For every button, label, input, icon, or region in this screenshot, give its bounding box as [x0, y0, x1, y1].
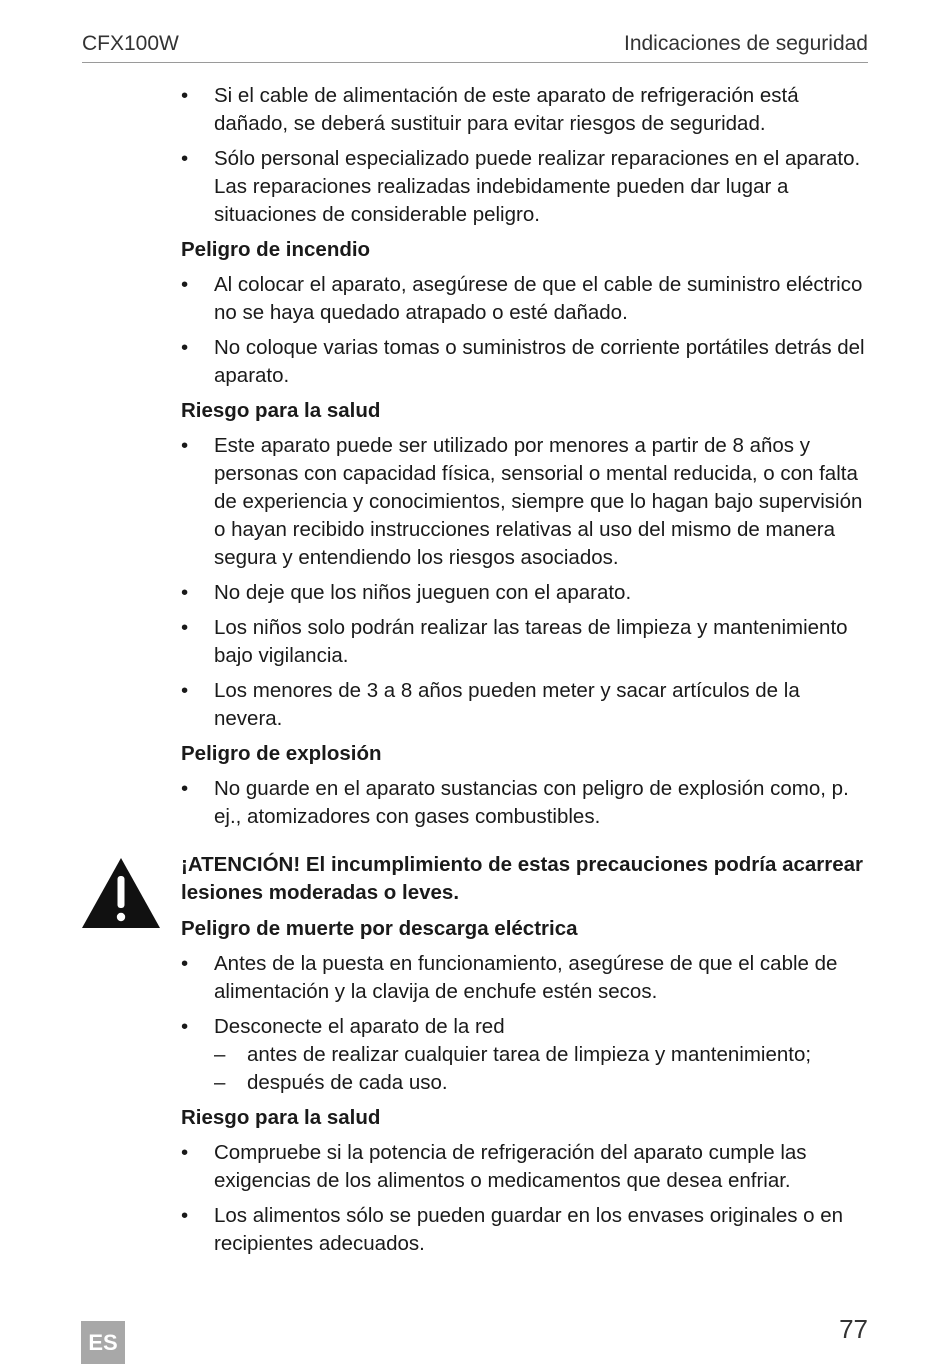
bullet-icon: • [181, 1141, 189, 1164]
section-heading-electric: Peligro de muerte por descarga eléctrica [181, 917, 578, 940]
bullet-icon: • [181, 84, 189, 107]
list-item-text: Los niños solo podrán realizar las tareas de limpieza y mantenimiento bajo vigilancia. [214, 616, 848, 667]
caution-block [181, 851, 869, 1258]
list-item [181, 1139, 869, 1195]
bullet-icon: • [181, 147, 189, 170]
section-title: Indicaciones de seguridad [623, 32, 868, 55]
list-item [181, 432, 869, 572]
section-heading-fire: Peligro de incendio [181, 238, 371, 261]
list-item-text: Al colocar el aparato, asegúrese de que el cable de suministro eléctrico no se haya quedado atrapado o esté dañado. [214, 273, 863, 324]
bullet-icon: • [181, 777, 189, 800]
list-item-text: No deje que los niños jueguen con el aparato. [214, 581, 632, 604]
bullet-icon: • [181, 616, 189, 639]
list-item [181, 775, 869, 831]
model-name: CFX100W [82, 32, 179, 55]
list-item-text: Este aparato puede ser utilizado por menores a partir de 8 años y personas con capacidad física, sensorial o mental reducida, o con falta de experiencia y conocimientos, siempre que lo hagan bajo supervisión o hayan recibido instrucciones relativas al uso del mismo de manera segura y entendiendo los riesgos asociados. [214, 434, 863, 569]
safety-content [181, 82, 869, 1265]
list-item [181, 1013, 869, 1097]
list-item [181, 334, 869, 390]
list-item-text: No coloque varias tomas o suministros de corriente portátiles detrás del aparato. [214, 336, 865, 387]
sub-list-item [214, 1069, 869, 1097]
list-item-text: Los menores de 3 a 8 años pueden meter y sacar artículos de la nevera. [214, 679, 800, 730]
page-number: 77 [839, 1314, 868, 1344]
bullet-icon: • [181, 1015, 189, 1038]
caution-title: ¡ATENCIÓN! El incumplimiento de estas precauciones podría acarrear lesiones moderadas o leves. [181, 853, 864, 904]
dash-icon: – [214, 1043, 226, 1066]
list-item [181, 145, 869, 229]
bullet-icon: • [181, 581, 189, 604]
list-item [181, 579, 869, 607]
list-item-text: Compruebe si la potencia de refrigeración del aparato cumple las exigencias de los alimentos o medicamentos que desea enfriar. [214, 1141, 807, 1192]
language-badge: ES [81, 1321, 125, 1364]
list-item [181, 1202, 869, 1258]
list-item-text: Los alimentos sólo se pueden guardar en los envases originales o en recipientes adecuados. [214, 1204, 844, 1255]
list-item-text: Antes de la puesta en funcionamiento, asegúrese de que el cable de alimentación y la clavija de enchufe estén secos. [214, 952, 838, 1003]
warning-triangle-icon [80, 856, 162, 930]
list-item [181, 82, 869, 138]
list-item [181, 614, 869, 670]
dash-icon: – [214, 1071, 226, 1094]
list-item [181, 271, 869, 327]
list-item [181, 950, 869, 1006]
list-item-text: Sólo personal especializado puede realizar reparaciones en el aparato. Las reparaciones realizadas indebidamente pueden dar lugar a situaciones de considerable peligro. [214, 147, 861, 226]
bullet-icon: • [181, 434, 189, 457]
section-heading-health-2: Riesgo para la salud [181, 1106, 381, 1129]
section-heading-health: Riesgo para la salud [181, 399, 381, 422]
sub-list-item-text: antes de realizar cualquier tarea de limpieza y mantenimiento; [247, 1043, 812, 1066]
list-item-text: Si el cable de alimentación de este aparato de refrigeración está dañado, se deberá sustituir para evitar riesgos de seguridad. [214, 84, 799, 135]
bullet-icon: • [181, 1204, 189, 1227]
list-item [181, 677, 869, 733]
sub-list-item [214, 1041, 869, 1069]
bullet-icon: • [181, 679, 189, 702]
list-item-text: Desconecte el aparato de la red [214, 1015, 505, 1038]
bullet-icon: • [181, 336, 189, 359]
bullet-icon: • [181, 273, 189, 296]
bullet-icon: • [181, 952, 189, 975]
sub-list-item-text: después de cada uso. [247, 1071, 448, 1094]
section-heading-explosion: Peligro de explosión [181, 742, 382, 765]
list-item-text: No guarde en el aparato sustancias con peligro de explosión como, p. ej., atomizadores con gases combustibles. [214, 777, 849, 828]
page-header [82, 32, 868, 63]
